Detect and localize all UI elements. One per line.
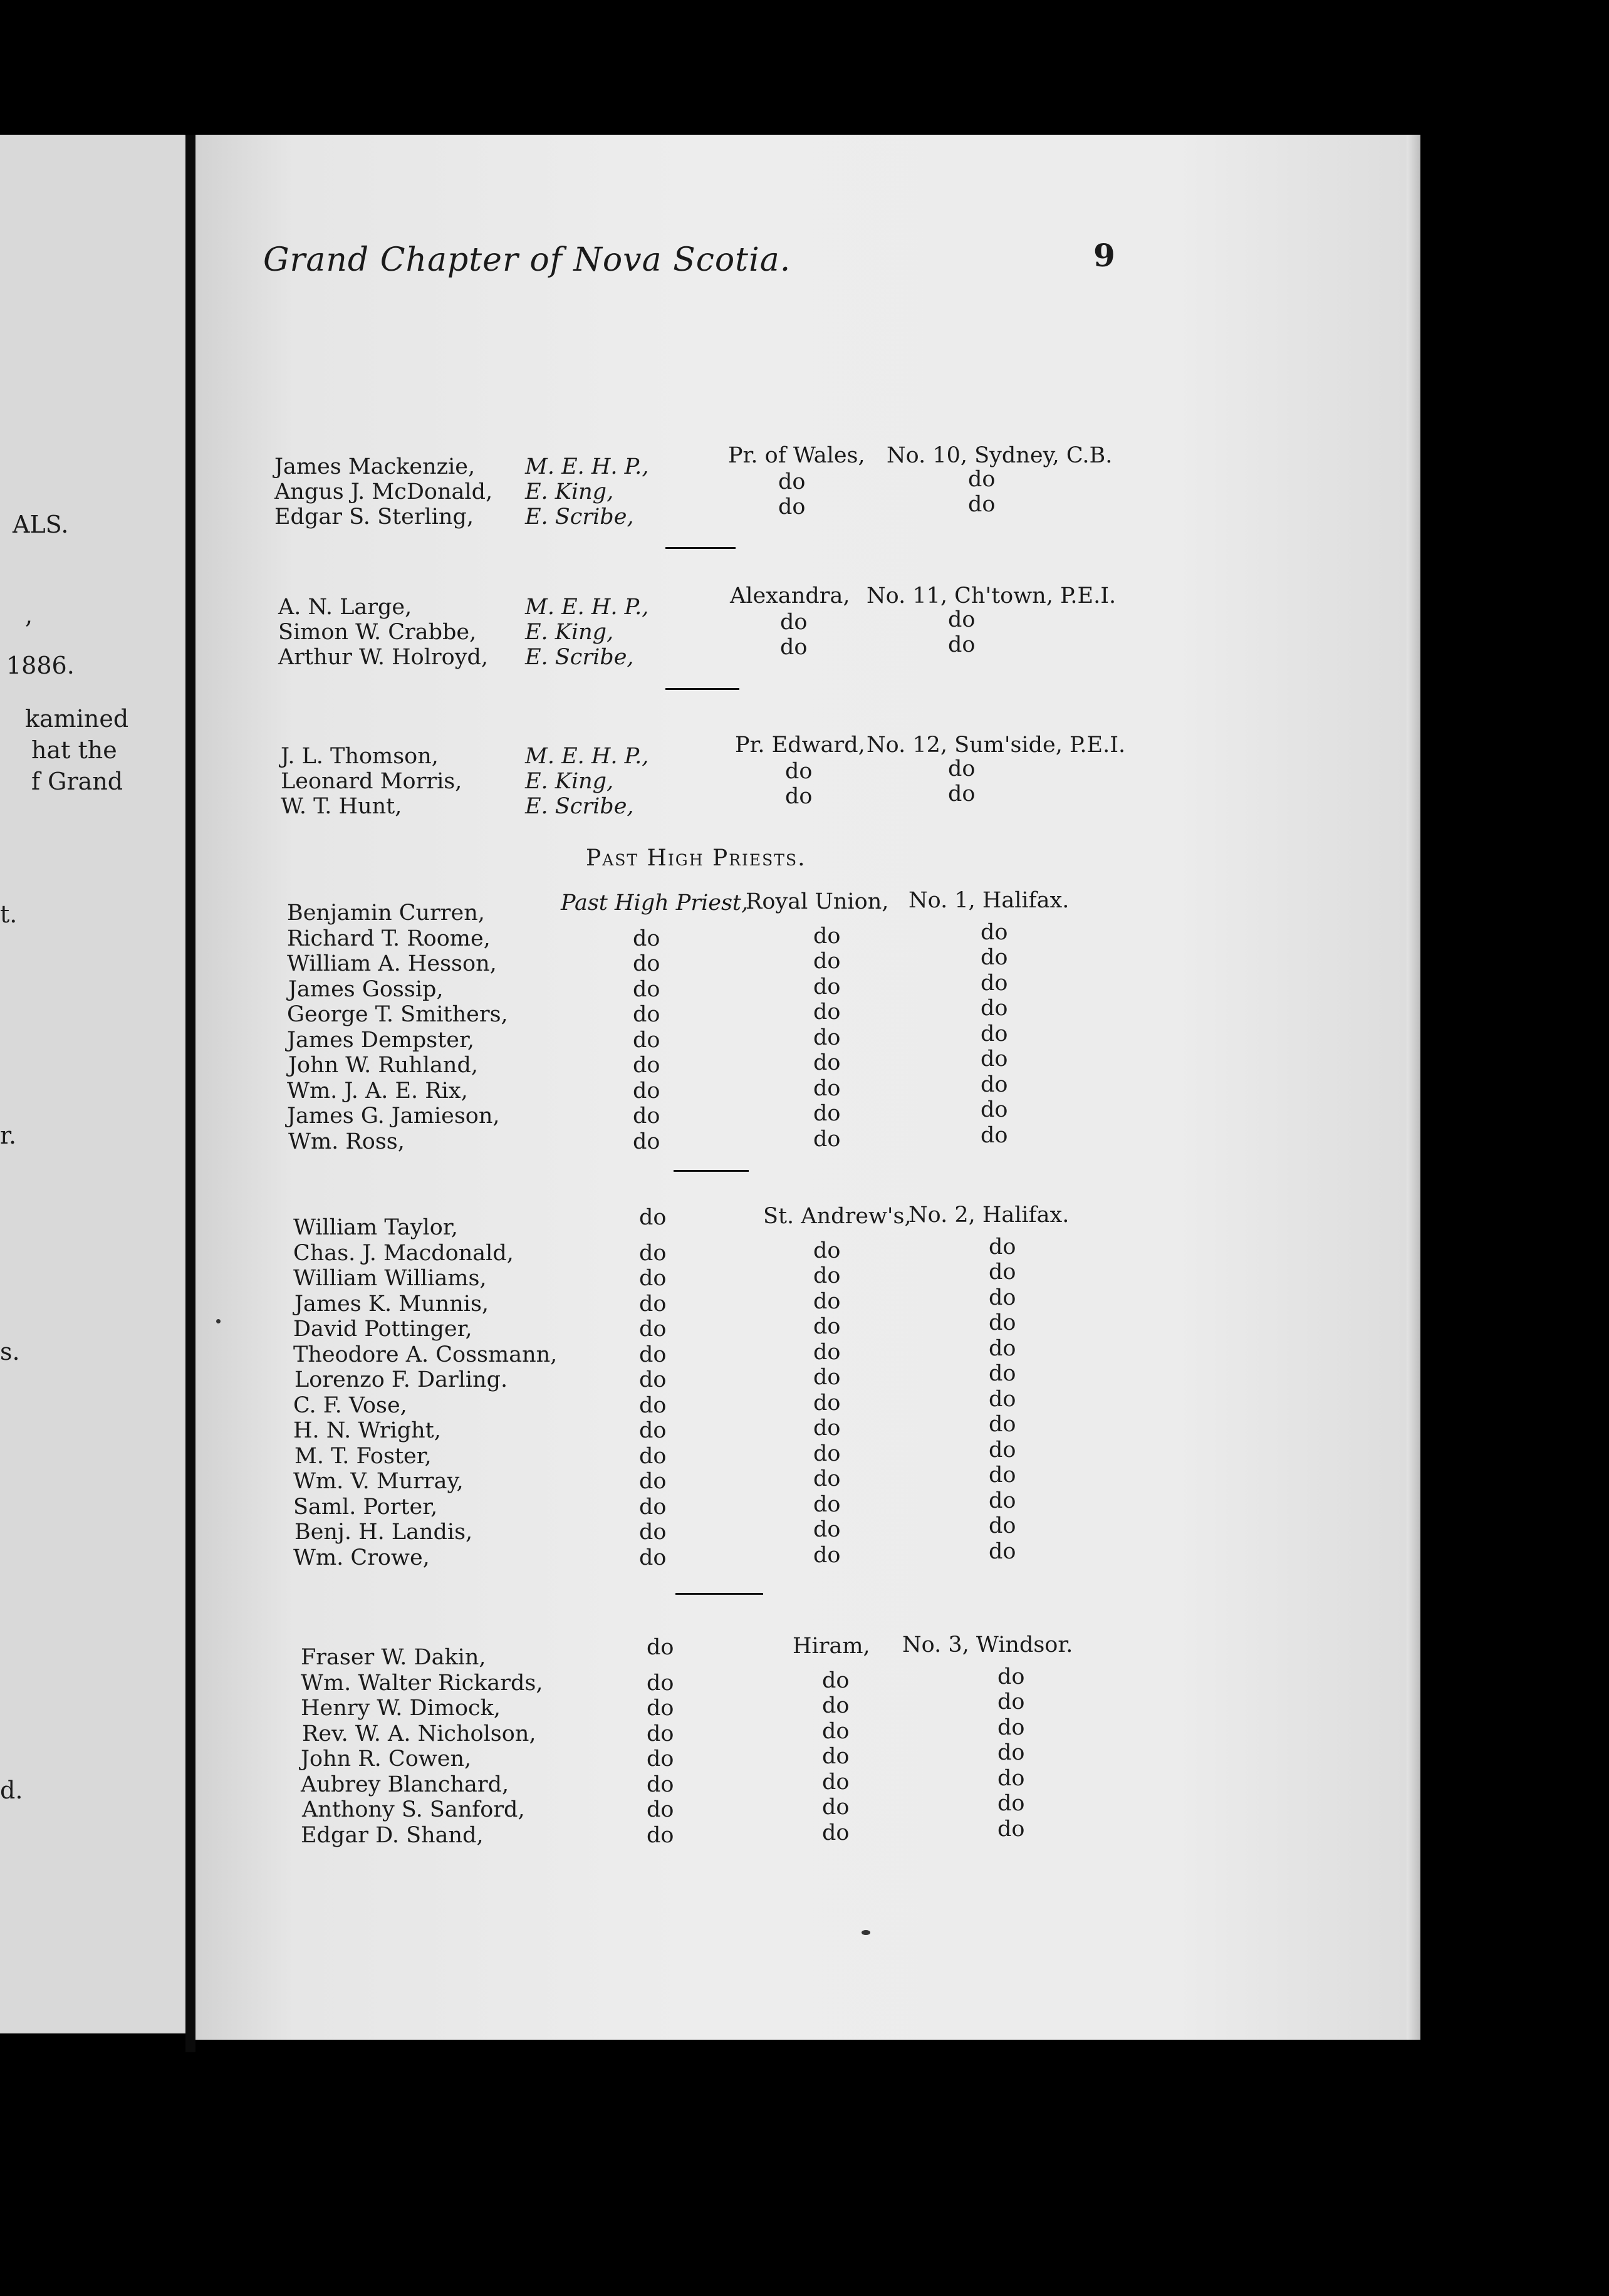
ditto-office: do — [639, 1520, 667, 1545]
ink-speck — [216, 1319, 221, 1323]
ditto-chapter: do — [813, 1441, 841, 1466]
ditto-office: do — [633, 1104, 660, 1129]
member-name: James Mackenzie, — [274, 454, 476, 479]
ditto-office: do — [647, 1721, 674, 1746]
member-name: A. N. Large, — [278, 595, 412, 620]
ditto-chapter: do — [822, 1820, 850, 1845]
ditto-office: do — [639, 1469, 667, 1494]
chapter-name: Royal Union, — [746, 889, 889, 914]
ditto-chapter: do — [822, 1693, 850, 1718]
ditto-office: do — [639, 1443, 667, 1469]
chapter-place: No. 3, Windsor. — [902, 1632, 1073, 1657]
ditto-chapter: do — [813, 949, 841, 974]
ditto-office: do — [647, 1822, 674, 1848]
past-priest-name: David Pottinger, — [293, 1317, 472, 1342]
past-priest-name: Theodore A. Cossmann, — [293, 1342, 558, 1367]
section-rule — [674, 1170, 749, 1172]
past-priest-name: Wm. Crowe, — [293, 1545, 430, 1570]
past-priest-name: Wm. Walter Rickards, — [301, 1670, 543, 1696]
past-priest-name: Rev. W. A. Nicholson, — [302, 1721, 536, 1746]
book-spine — [185, 135, 195, 2052]
chapter-name: do — [778, 494, 806, 519]
past-priest-name: Wm. V. Murray, — [293, 1469, 464, 1494]
ditto-office: do — [633, 976, 660, 1002]
past-priest-name: Benj. H. Landis, — [294, 1520, 473, 1545]
ditto-place: do — [989, 1386, 1016, 1412]
ditto-chapter: do — [813, 1542, 841, 1568]
ditto-chapter: do — [813, 1025, 841, 1050]
chapter-place: No. 11, Ch'town, P.E.I. — [867, 583, 1117, 608]
ditto-chapter: do — [813, 1126, 841, 1152]
past-priest-name: John W. Ruhland, — [288, 1053, 478, 1078]
ditto-chapter: do — [813, 1466, 841, 1491]
ditto-place: do — [997, 1765, 1025, 1791]
ink-speck — [862, 1930, 870, 1935]
ditto-office: do — [639, 1367, 667, 1392]
page-number: 9 — [1093, 237, 1115, 274]
ditto-office: do — [639, 1317, 667, 1342]
chapter-name: do — [778, 469, 806, 494]
ditto-place: do — [981, 996, 1008, 1021]
ditto-place: do — [989, 1285, 1016, 1310]
ditto-chapter: do — [822, 1667, 850, 1693]
past-priest-office: do — [647, 1635, 674, 1660]
left-page-text-fragment: s. — [0, 1338, 20, 1365]
ditto-place: do — [989, 1260, 1016, 1285]
chapter-name: Alexandra, — [730, 583, 850, 608]
past-priest-name: H. N. Wright, — [293, 1418, 441, 1443]
ditto-place: do — [989, 1513, 1016, 1538]
ditto-place: do — [997, 1714, 1025, 1740]
ditto-chapter: do — [813, 1314, 841, 1339]
past-priest-name: James G. Jamieson, — [287, 1104, 500, 1129]
ditto-place: do — [989, 1463, 1016, 1488]
ditto-place: do — [981, 945, 1008, 970]
left-page-text-fragment: r. — [0, 1122, 17, 1149]
chapter-name: do — [780, 610, 808, 635]
section-rule — [665, 688, 739, 690]
ditto-place: do — [981, 1072, 1008, 1097]
past-priest-name: William Williams, — [293, 1266, 487, 1291]
past-priest-name: Saml. Porter, — [293, 1494, 438, 1520]
ditto-chapter: do — [813, 974, 841, 999]
ditto-place: do — [997, 1740, 1025, 1765]
ditto-chapter: do — [822, 1744, 850, 1769]
ditto-place: do — [981, 1122, 1008, 1148]
ditto-office: do — [647, 1670, 674, 1696]
left-page-text-fragment: kamined — [25, 705, 129, 733]
left-page-text-fragment: 1886. — [6, 652, 75, 679]
chapter-name: Pr. of Wales, — [728, 443, 865, 468]
past-priest-name: Aubrey Blanchard, — [301, 1772, 509, 1797]
left-page-text-fragment: , — [25, 602, 33, 629]
ditto-place: do — [989, 1488, 1016, 1513]
left-page-text-fragment: hat the — [31, 736, 117, 764]
past-high-priests-heading: Past High Priests. — [586, 845, 806, 871]
member-name: J. L. Thomson, — [281, 744, 439, 769]
chapter-name: Pr. Edward, — [735, 733, 865, 758]
ditto-office: do — [647, 1746, 674, 1772]
page-edge-shadow — [1407, 135, 1420, 2040]
ditto-chapter: do — [813, 1263, 841, 1288]
ditto-office: do — [639, 1342, 667, 1367]
member-name: Edgar S. Sterling, — [274, 504, 474, 530]
left-page-fragment — [0, 135, 188, 2033]
chapter-name: St. Andrew's, — [763, 1204, 912, 1229]
ditto-chapter: do — [813, 1339, 841, 1365]
ditto-place: do — [989, 1234, 1016, 1260]
office-title: E. King, — [525, 769, 614, 794]
ditto-chapter: do — [813, 1390, 841, 1416]
ditto-chapter: do — [813, 1517, 841, 1542]
chapter-place: do — [948, 632, 976, 657]
member-name: W. T. Hunt, — [281, 794, 402, 819]
past-priest-name: James Gossip, — [288, 976, 444, 1002]
ditto-chapter: do — [813, 1491, 841, 1517]
office-title: E. Scribe, — [525, 794, 634, 819]
chapter-place: do — [948, 607, 976, 632]
past-priest-office: do — [639, 1205, 667, 1230]
past-priest-office: Past High Priest, — [561, 890, 749, 916]
chapter-place: do — [948, 781, 976, 806]
past-priest-name: Lorenzo F. Darling. — [294, 1367, 508, 1392]
ditto-office: do — [639, 1418, 667, 1443]
ditto-chapter: do — [822, 1795, 850, 1820]
member-name: Angus J. McDonald, — [274, 479, 493, 504]
ditto-place: do — [989, 1437, 1016, 1463]
office-title: M. E. H. P., — [525, 744, 649, 769]
ditto-chapter: do — [813, 1101, 841, 1126]
ditto-office: do — [647, 1772, 674, 1797]
past-priest-name: Wm. Ross, — [288, 1129, 405, 1154]
ditto-office: do — [639, 1392, 667, 1418]
chapter-place: No. 10, Sydney, C.B. — [887, 443, 1113, 468]
ditto-chapter: do — [813, 999, 841, 1025]
ditto-place: do — [997, 1664, 1025, 1689]
ditto-office: do — [639, 1291, 667, 1317]
ditto-chapter: do — [813, 1075, 841, 1101]
member-name: Arthur W. Holroyd, — [278, 645, 489, 670]
past-priest-name: C. F. Vose, — [293, 1392, 407, 1418]
chapter-name: Hiram, — [793, 1634, 870, 1659]
past-priest-name: William Taylor, — [293, 1215, 458, 1240]
ditto-place: do — [989, 1310, 1016, 1335]
past-priest-name: John R. Cowen, — [301, 1746, 472, 1772]
member-name: Leonard Morris, — [281, 769, 462, 794]
office-title: E. Scribe, — [525, 645, 634, 670]
chapter-place: do — [968, 467, 996, 492]
chapter-place: No. 2, Halifax. — [909, 1203, 1070, 1228]
past-priest-name: Anthony S. Sanford, — [302, 1797, 525, 1822]
ditto-chapter: do — [813, 1050, 841, 1075]
ditto-office: do — [633, 1027, 660, 1053]
ditto-office: do — [647, 1797, 674, 1822]
past-priest-name: Chas. J. Macdonald, — [293, 1240, 514, 1266]
ditto-chapter: do — [813, 1365, 841, 1390]
section-rule — [675, 1593, 763, 1595]
past-priest-name: Benjamin Curren, — [287, 900, 485, 926]
office-title: M. E. H. P., — [525, 454, 649, 479]
left-page-text-fragment: d. — [0, 1777, 23, 1804]
ditto-place: do — [989, 1335, 1016, 1361]
ditto-place: do — [997, 1689, 1025, 1714]
past-priest-name: William A. Hesson, — [287, 951, 497, 976]
office-title: M. E. H. P., — [525, 595, 649, 620]
ditto-place: do — [989, 1538, 1016, 1564]
ditto-office: do — [633, 1053, 660, 1078]
section-rule — [665, 547, 736, 549]
chapter-name: do — [785, 759, 813, 784]
ditto-office: do — [633, 1129, 660, 1154]
office-title: E. King, — [525, 620, 614, 645]
ditto-place: do — [989, 1412, 1016, 1437]
ditto-place: do — [981, 1021, 1008, 1046]
ditto-place: do — [981, 919, 1008, 945]
past-priest-name: Wm. J. A. E. Rix, — [287, 1078, 468, 1104]
ditto-place: do — [997, 1791, 1025, 1816]
chapter-place: No. 1, Halifax. — [909, 888, 1070, 913]
ditto-chapter: do — [813, 1238, 841, 1263]
chapter-place: No. 12, Sum'side, P.E.I. — [867, 733, 1126, 758]
past-priest-name: Edgar D. Shand, — [301, 1822, 484, 1848]
ditto-office: do — [633, 951, 660, 976]
member-name: Simon W. Crabbe, — [278, 620, 477, 645]
past-priest-name: Richard T. Roome, — [287, 926, 491, 951]
running-header: Grand Chapter of Nova Scotia. — [263, 241, 791, 279]
ditto-office: do — [633, 926, 660, 951]
chapter-place: do — [968, 492, 996, 517]
ditto-office: do — [639, 1494, 667, 1520]
ditto-place: do — [981, 1097, 1008, 1122]
ditto-office: do — [633, 1078, 660, 1104]
ditto-office: do — [633, 1002, 660, 1027]
past-priest-name: Henry W. Dimock, — [301, 1696, 501, 1721]
ditto-chapter: do — [813, 1288, 841, 1314]
past-priest-name: James Dempster, — [287, 1027, 475, 1053]
past-priest-name: M. T. Foster, — [294, 1443, 432, 1469]
chapter-name: do — [780, 635, 808, 660]
left-page-text-fragment: f Grand — [31, 768, 123, 795]
ditto-chapter: do — [813, 923, 841, 949]
ditto-place: do — [981, 970, 1008, 996]
ditto-place: do — [989, 1361, 1016, 1386]
chapter-name: do — [785, 784, 813, 809]
ditto-place: do — [997, 1816, 1025, 1842]
ditto-office: do — [639, 1266, 667, 1291]
ditto-office: do — [639, 1545, 667, 1570]
office-title: E. Scribe, — [525, 504, 634, 530]
left-page-text-fragment: ALS. — [13, 511, 69, 538]
past-priest-name: James K. Munnis, — [294, 1291, 489, 1317]
left-page-text-fragment: t. — [0, 900, 18, 928]
ditto-chapter: do — [822, 1718, 850, 1744]
ditto-office: do — [639, 1240, 667, 1266]
chapter-place: do — [948, 756, 976, 781]
ditto-office: do — [647, 1696, 674, 1721]
ditto-place: do — [981, 1046, 1008, 1072]
ditto-chapter: do — [813, 1416, 841, 1441]
ditto-chapter: do — [822, 1769, 850, 1795]
past-priest-name: George T. Smithers, — [287, 1002, 508, 1027]
office-title: E. King, — [525, 479, 614, 504]
past-priest-name: Fraser W. Dakin, — [301, 1645, 486, 1670]
